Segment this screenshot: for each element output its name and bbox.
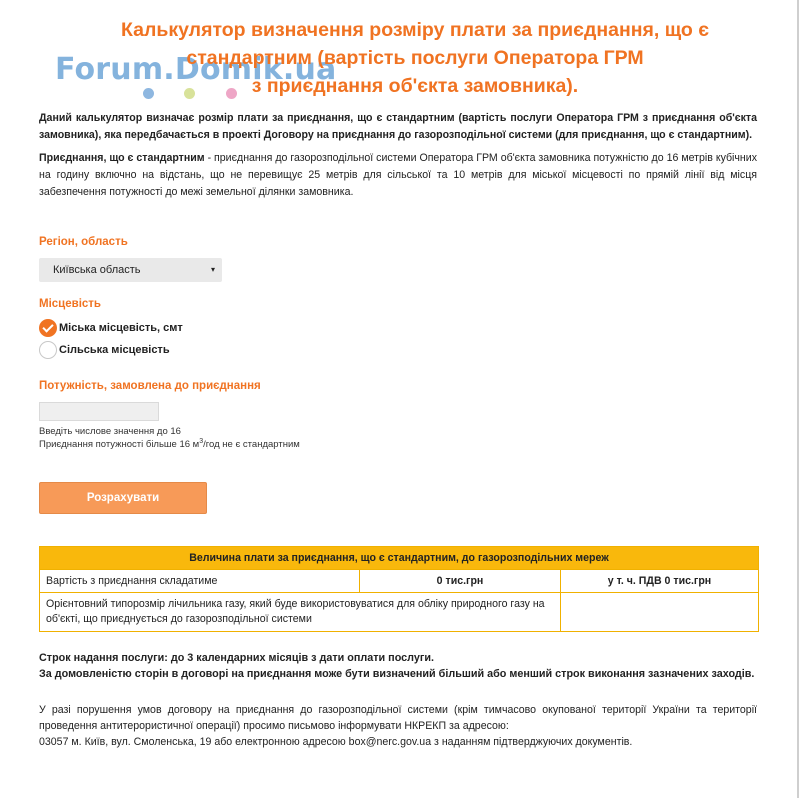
title-line: Калькулятор визначення розміру плати за приєднання, що є [120, 19, 710, 41]
table-cell-label: Орієнтовний типорозмір лічильника газу, який буде використовуватися для обліку природного газу на об'єкті, що приєднується до газорозподільної системи [40, 593, 561, 632]
notice-address: 03057 м. Київ, вул. Смоленська, 19 або електронною адресою box@nerc.gov.ua з наданням підтверджуючих документів. [39, 736, 633, 748]
violation-notice [39, 702, 757, 750]
region-selected-value: Київська область [53, 264, 141, 276]
power-input[interactable] [39, 402, 159, 421]
radio-label: Міська місцевість, смт [59, 322, 183, 334]
intro-paragraph-2: Приєднання, що є стандартним - приєднання до газорозподільної системи Оператора ГРМ об'єкта замовника потужністю до 16 метрів кубічних на годину включно на відстань, що не перевищує 25 метрів для сільської та 10 метрів для міської місцевості по прямій лінії від місця забезпечення потужності до межі земельної ділянки замовника. [39, 152, 757, 198]
region-select[interactable] [39, 258, 222, 282]
result-table-header: Величина плати за приєднання, що є стандартним, до газорозподільних мереж [40, 547, 759, 570]
table-cell-label: Вартість з приєднання складатиме [40, 570, 360, 593]
notice-text: У разі порушення умов договору на приєднання до газорозподільної системи (крім тимчасово окупованої території України та території проведення антитерористичної операції) просимо письмово інформувати НКРЕКП за адресою: [39, 704, 757, 732]
region-label: Регіон, область [39, 236, 128, 248]
title-line: з приєднання об'єкта замовника). [251, 75, 579, 97]
table-cell-vat: у т. ч. ПДВ 0 тис.грн [561, 570, 759, 593]
table-cell-meter-size [561, 593, 759, 632]
table-cell-cost: 0 тис.грн [360, 570, 561, 593]
power-label: Потужність, замовлена до приєднання [39, 380, 261, 392]
terms-line: Строк надання послуги: до 3 календарних місяців з дати оплати послуги. [39, 652, 435, 664]
radio-unchecked-icon [39, 341, 57, 359]
page-title [90, 16, 740, 100]
table-row [40, 570, 759, 593]
intro-text [39, 110, 757, 207]
watermark-logo: Forum.Domik.ua [55, 52, 337, 87]
result-table [39, 546, 759, 632]
power-hint: Введіть числове значення до 16 [39, 426, 181, 437]
service-terms [39, 650, 757, 682]
table-row [40, 593, 759, 632]
radio-label: Сільська місцевість [59, 344, 170, 356]
radio-checked-icon [39, 319, 57, 337]
calculate-button[interactable]: Розрахувати [39, 482, 207, 514]
terms-line: За домовленістю сторін в договорі на приєднання може бути визначений більший або менший строк виконання зазначених заходів. [39, 668, 755, 680]
power-limit-hint: Приєднання потужності більше 16 $м^3$/год не є стандартним [39, 438, 300, 451]
title-line: стандартним (вартість послуги Оператора ГРМ [186, 47, 644, 69]
intro-paragraph-1: Даний калькулятор визначає розмір плати за приєднання, що є стандартним (вартість послуги Оператора ГРМ з приєднання об'єкта замовника), яка передбачається в проекті Договору на приєднання до газорозподільної системи (для приєднання, що є стандартним). [39, 112, 757, 141]
locality-label: Місцевість [39, 298, 101, 310]
chevron-down-icon: ▾ [210, 265, 215, 274]
